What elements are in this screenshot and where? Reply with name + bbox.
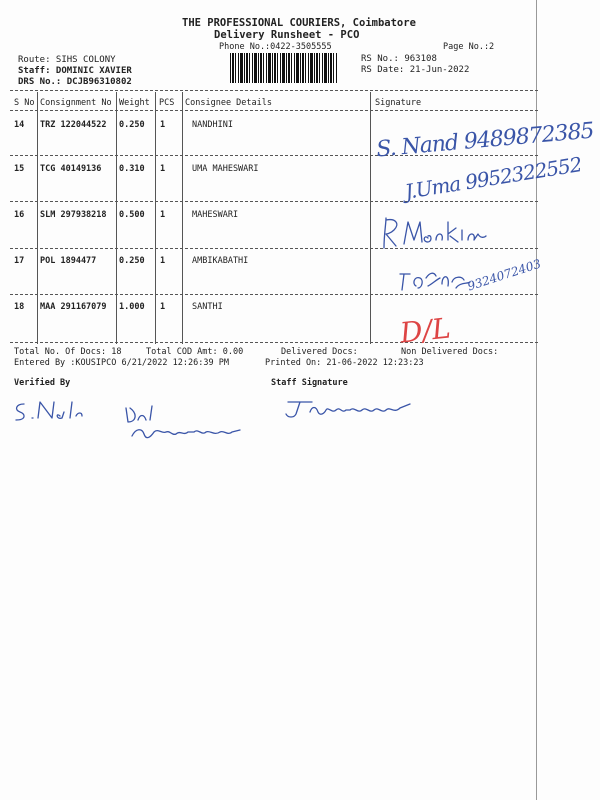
row-consignee: SANTHI	[192, 302, 223, 312]
col-header-consignment: Consignment No	[40, 98, 112, 108]
row-sno: 18	[14, 302, 25, 312]
row15-signature-text: J.Uma 9952322552	[403, 152, 583, 204]
row-sno: 17	[14, 256, 25, 266]
verifier-signature-1	[12, 398, 92, 424]
row17-phone: 9324072403	[465, 256, 543, 294]
rs-date: RS Date: 21-Jun-2022	[361, 65, 470, 75]
header-top-rule	[10, 90, 538, 91]
row-consignee: NANDHINI	[192, 120, 233, 130]
verified-by-label: Verified By	[14, 378, 71, 388]
staff-signature-label: Staff Signature	[271, 378, 348, 388]
col-sep	[182, 92, 183, 344]
row17-signature	[396, 262, 476, 302]
row-weight: 1.000	[119, 302, 145, 312]
col-header-consignee: Consignee Details	[185, 98, 272, 108]
col-sep	[116, 92, 117, 344]
non-delivered-docs: Non Delivered Docs:	[401, 347, 499, 357]
company-name: THE PROFESSIONAL COURIERS, Coimbatore	[182, 17, 416, 29]
row-consignment: POL 1894477	[40, 256, 97, 266]
entered-by: Entered By :KOUSIPCO 6/21/2022 12:26:39 PM	[14, 358, 229, 368]
rs-number: RS No.: 963108	[361, 54, 437, 64]
row-weight: 0.250	[119, 120, 145, 130]
total-docs: Total No. Of Docs: 18	[14, 347, 122, 357]
row-sno: 16	[14, 210, 25, 220]
col-header-weight: Weight	[119, 98, 150, 108]
row-pcs: 1	[160, 120, 166, 130]
document-title: Delivery Runsheet - PCO	[214, 29, 360, 41]
row-pcs: 1	[160, 256, 166, 266]
row-consignee: AMBIKABATHI	[192, 256, 249, 266]
col-sep	[155, 92, 156, 344]
row16-signature	[378, 214, 498, 254]
route-label: Route: SIHS COLONY	[18, 55, 116, 65]
row-consignment: MAA 291167079	[40, 302, 107, 312]
row14-signature-text: S. Nand 9489872385	[375, 118, 595, 163]
total-cod: Total COD Amt: 0.00	[146, 347, 244, 357]
col-sep	[37, 92, 38, 344]
row-consignee: MAHESWARI	[192, 210, 239, 220]
row-consignment: TCG 40149136	[40, 164, 102, 174]
col-sep	[370, 92, 371, 344]
row18-delivered-mark: D/L	[398, 311, 453, 350]
page-edge-line	[536, 0, 537, 800]
staff-signature	[282, 394, 422, 424]
page-number: Page No.:2	[443, 42, 495, 52]
col-header-pcs: PCS	[159, 98, 175, 108]
row-weight: 0.500	[119, 210, 145, 220]
col-header-signature: Signature	[375, 98, 422, 108]
table-bottom-rule	[10, 342, 538, 343]
staff-label: Staff: DOMINIC XAVIER	[18, 66, 132, 76]
row-weight: 0.250	[119, 256, 145, 266]
barcode	[230, 53, 338, 83]
row-sno: 15	[14, 164, 25, 174]
row-consignee: UMA MAHESWARI	[192, 164, 259, 174]
row-pcs: 1	[160, 210, 166, 220]
col-header-sno: S No	[14, 98, 35, 108]
row-pcs: 1	[160, 164, 166, 174]
row-consignment: SLM 297938218	[40, 210, 107, 220]
header-bottom-rule	[10, 110, 538, 111]
row-rule	[10, 201, 538, 202]
phone-number: Phone No.:0422-3505555	[219, 42, 332, 52]
drs-number: DRS No.: DCJB96310802	[18, 77, 132, 87]
delivered-docs: Delivered Docs:	[281, 347, 358, 357]
printed-on: Printed On: 21-06-2022 12:23:23	[265, 358, 424, 368]
row-sno: 14	[14, 120, 25, 130]
row-pcs: 1	[160, 302, 166, 312]
row-weight: 0.310	[119, 164, 145, 174]
verifier-signature-2	[120, 402, 260, 444]
row-consignment: TRZ 122044522	[40, 120, 107, 130]
